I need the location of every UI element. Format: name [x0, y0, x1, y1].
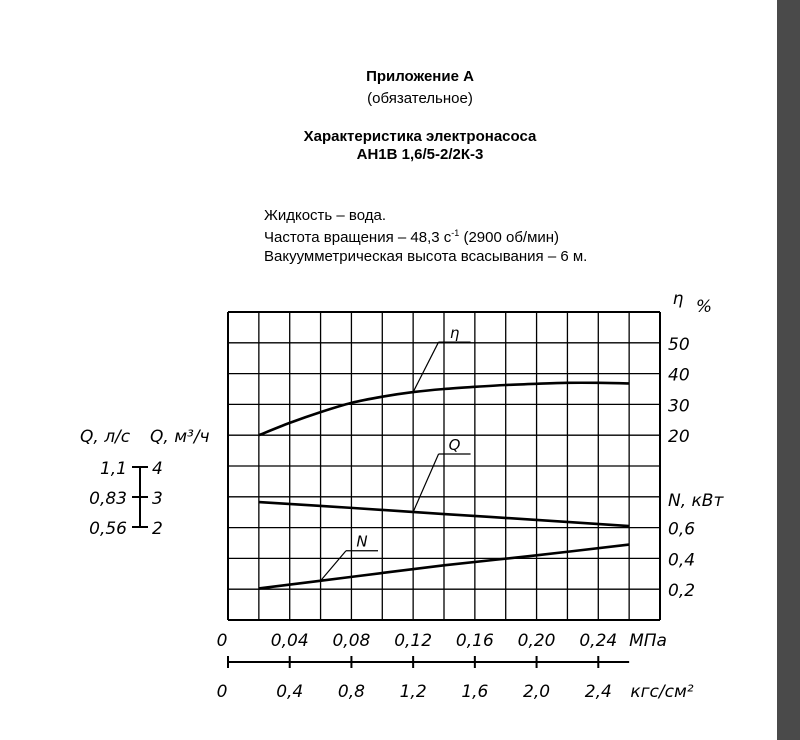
n-tick-label: 0,2 — [668, 581, 696, 602]
eta-tick-label: 40 — [668, 365, 690, 386]
mpa-tick-label: 0,08 — [332, 631, 371, 651]
q-ls-tick-label: 0,56 — [89, 519, 127, 539]
kgf-axis-label: кгс/см² — [630, 682, 694, 702]
mpa-tick-label: 0,16 — [455, 631, 494, 651]
q-m3h-tick-label: 3 — [152, 489, 163, 509]
q-m3h-tick-label: 2 — [152, 519, 163, 539]
mpa-axis-label: МПа — [629, 631, 667, 651]
mpa-tick-label: 0,20 — [517, 631, 556, 651]
mpa-tick-label: 0,12 — [394, 631, 433, 651]
window-scrollbar-strip[interactable] — [777, 0, 800, 740]
leader-n — [321, 551, 346, 581]
q-m3h-tick-label: 4 — [152, 459, 163, 479]
eta-axis-symbol: η — [672, 289, 684, 309]
eta-tick-label: 30 — [668, 396, 690, 417]
leader-eta — [413, 342, 438, 392]
kgf-tick-label: 2,0 — [523, 682, 551, 702]
condition-speed-superscript: -1 — [451, 228, 460, 238]
chart-grid — [228, 312, 660, 620]
curve-label-q: Q — [448, 435, 461, 454]
mpa-tick-label: 0,24 — [579, 631, 618, 651]
chart-axes — [80, 289, 724, 702]
kgf-tick-label: 0 — [216, 682, 228, 702]
n-tick-label: 0,4 — [668, 550, 696, 571]
eta-tick-label: 50 — [668, 334, 690, 355]
q-ls-tick-label: 1,1 — [99, 459, 127, 479]
curve-label-n: N — [356, 532, 368, 551]
condition-suction: Вакуумметрическая высота всасывания – 6 м. — [264, 248, 588, 265]
q-m3h-axis-label: Q, м³/ч — [150, 427, 210, 447]
appendix-heading: Приложение А — [366, 68, 474, 85]
appendix-mandatory-note: (обязательное) — [367, 90, 473, 107]
mpa-tick-label: 0,04 — [270, 631, 309, 651]
eta-axis-unit: % — [695, 297, 713, 317]
condition-speed-prefix: Частота вращения – 48,3 с — [264, 229, 452, 246]
condition-liquid: Жидкость – вода. — [264, 207, 386, 224]
curve-label-eta: η — [449, 324, 460, 343]
n-axis-label: N, кВт — [668, 491, 724, 511]
n-tick-label: 0,6 — [668, 519, 696, 540]
chart-title-line1: Характеристика электронасоса — [303, 128, 537, 145]
leader-q — [413, 454, 438, 512]
kgf-tick-label: 0,8 — [337, 682, 365, 702]
kgf-tick-label: 2,4 — [584, 682, 612, 702]
q-ls-tick-label: 0,83 — [89, 489, 127, 509]
mpa-tick-label: 0 — [216, 631, 228, 651]
chart-title-line2: АН1В 1,6/5-2/2К-3 — [356, 146, 484, 163]
q-ls-axis-label: Q, л/с — [80, 427, 131, 447]
kgf-tick-label: 1,6 — [461, 682, 489, 702]
kgf-tick-label: 0,4 — [276, 682, 304, 702]
condition-speed-suffix: (2900 об/мин) — [459, 229, 560, 246]
eta-tick-label: 20 — [668, 427, 690, 448]
kgf-tick-label: 1,2 — [399, 682, 427, 702]
